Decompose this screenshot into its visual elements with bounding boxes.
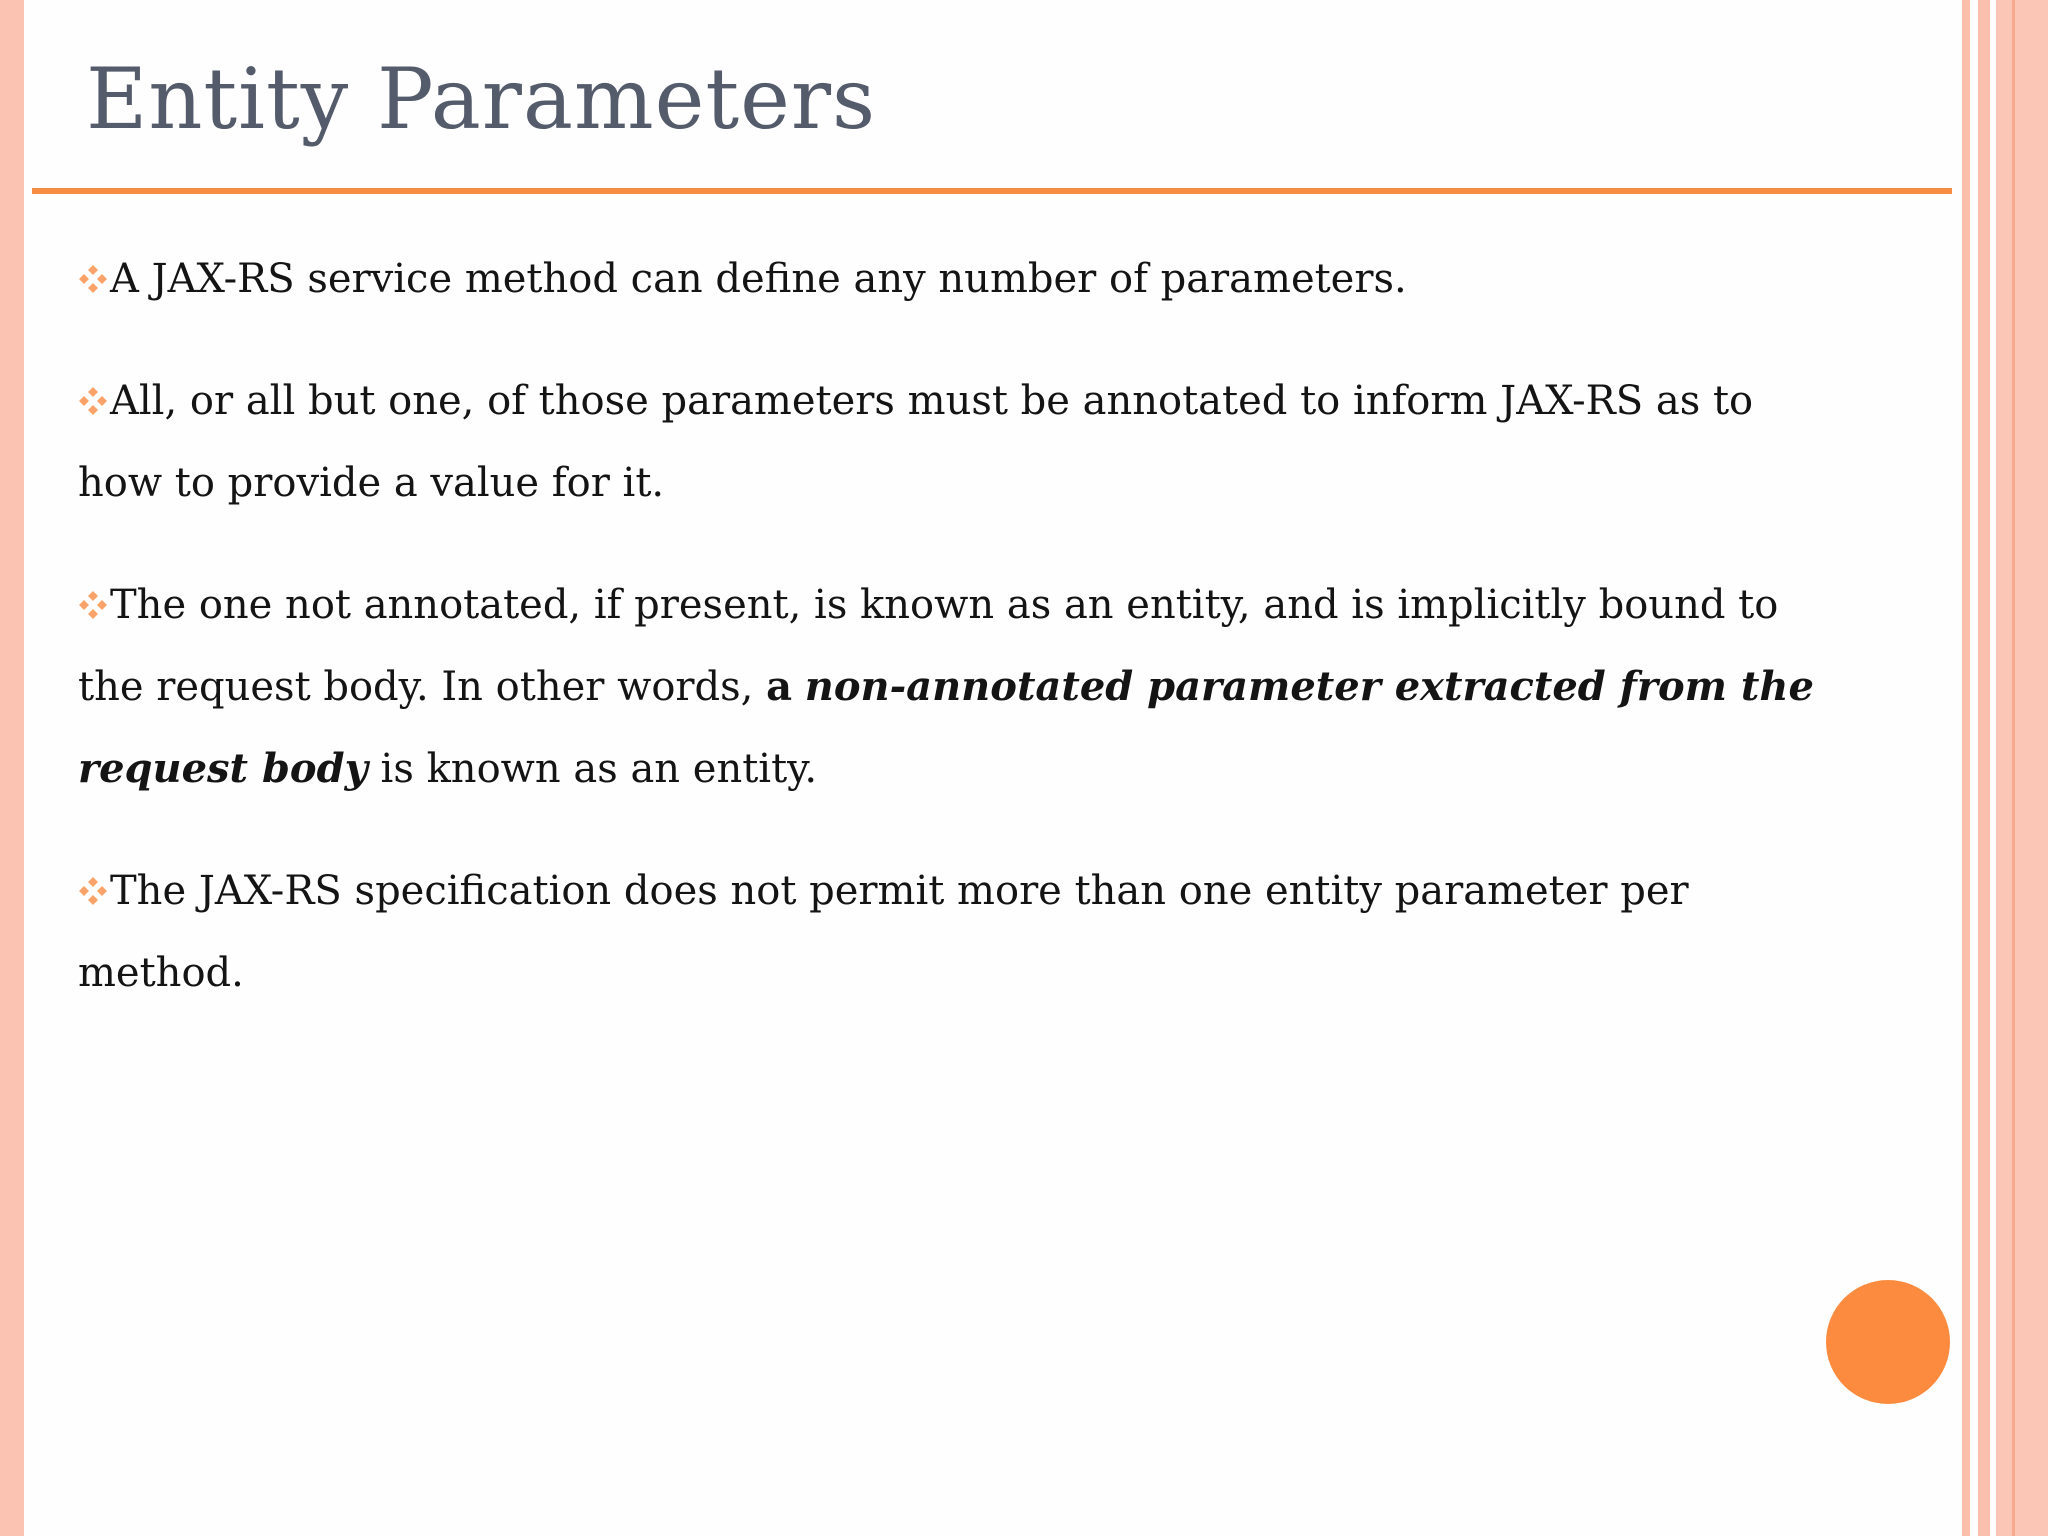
bullet-text: is known as an entity.	[367, 746, 818, 792]
diamond-bullet-icon	[78, 386, 108, 416]
bullet-text: All, or all but one, of those parameters must be annotated to inform JAX-RS as to how to provide a value for it.	[78, 378, 1754, 506]
right-frame-bar	[1978, 0, 1990, 1536]
diamond-bullet-icon	[78, 876, 108, 906]
bullet-emphasis-text: non-annotated parameter extracted from the request body	[78, 663, 1814, 792]
title-divider	[32, 188, 1952, 194]
bullet-text: The JAX-RS specification does not permit more than one entity parameter per method.	[78, 868, 1689, 996]
diamond-bullet-icon	[78, 590, 108, 620]
bullet-text: The one not annotated, if present, is known as an entity, and is implicitly bound to the request body. In other words,	[78, 582, 1779, 710]
bullet-item	[78, 564, 1838, 810]
orange-circle-decoration	[1826, 1280, 1950, 1404]
right-frame-bar	[1962, 0, 1970, 1536]
right-frame-bar	[1996, 0, 2048, 1536]
left-frame-bar	[0, 0, 24, 1536]
slide-title: Entity Parameters	[86, 50, 877, 148]
bullet-text: A JAX-RS service method can define any number of parameters.	[110, 256, 1407, 302]
bullet-item	[78, 360, 1838, 524]
diamond-bullet-icon	[78, 264, 108, 294]
bullet-bold-text: a	[766, 663, 793, 710]
bullet-list	[78, 238, 1838, 1054]
bullet-item	[78, 850, 1838, 1014]
right-frame-line	[2012, 0, 2015, 1536]
bullet-item	[78, 238, 1838, 320]
